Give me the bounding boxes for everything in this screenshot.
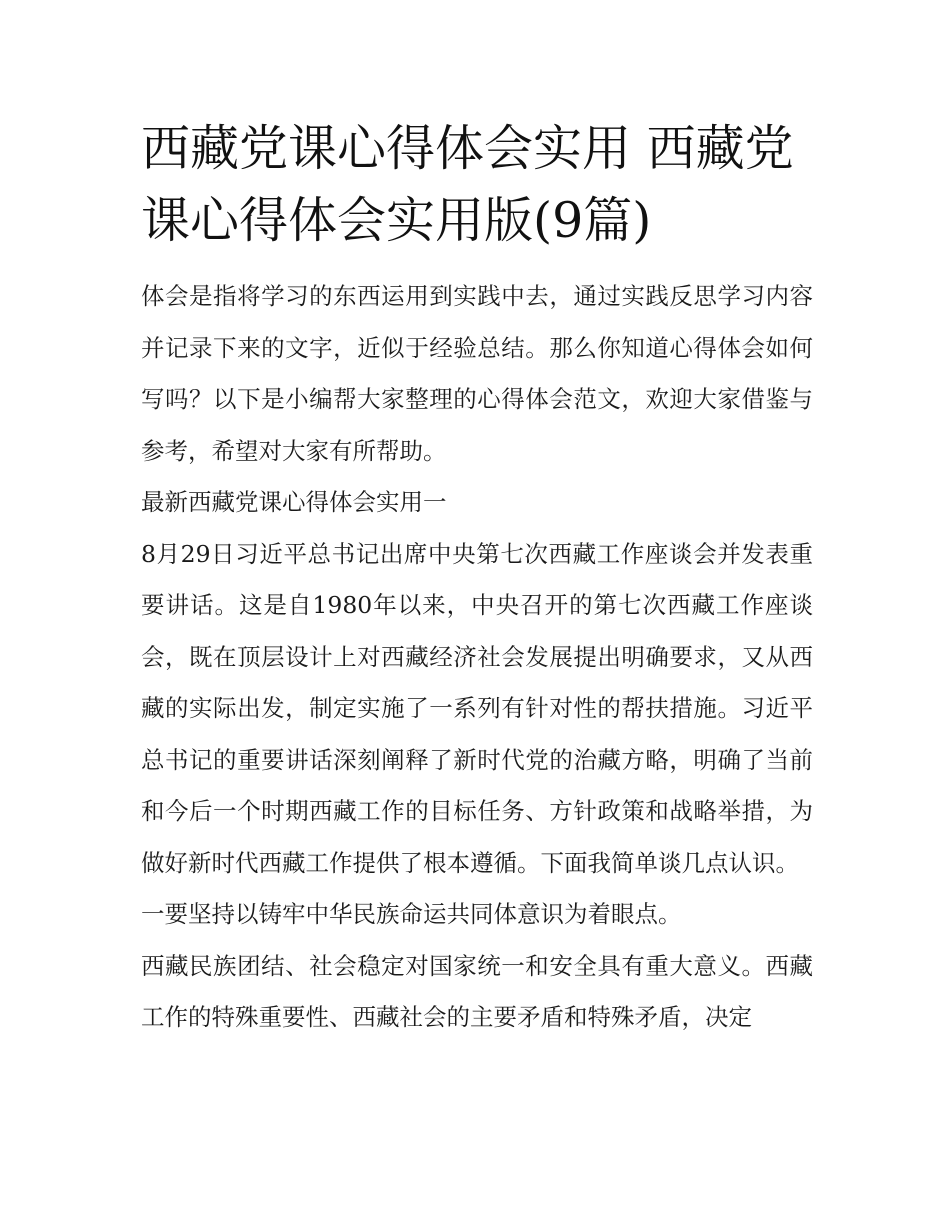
document-title: 西藏党课心得体会实用 西藏党课心得体会实用版(9篇) xyxy=(141,120,794,249)
document-body xyxy=(141,113,813,1044)
intro-paragraph: 体会是指将学习的东西运用到实践中去，通过实践反思学习内容并记录下来的文字，近似于经验总结。那么你知道心得体会如何写吗？以下是小编帮大家整理的心得体会范文，欢迎大家借鉴与参考，希望对大家有所帮助。 xyxy=(141,282,813,465)
section-heading: 最新西藏党课心得体会实用一 xyxy=(141,488,447,516)
body-paragraph: 8月29日习近平总书记出席中央第七次西藏工作座谈会并发表重要讲话。这是自1980年以来，中央召开的第七次西藏工作座谈会，既在顶层设计上对西藏经济社会发展提出明确要求，又从西藏的实际出发，制定实施了一系列有针对性的帮扶措施。习近平总书记的重要讲话深刻阐释了新时代党的治藏方略，明确了当前和今后一个时期西藏工作的目标任务、方针政策和战略举措，为做好新时代西藏工作提供了根本遵循。下面我简单谈几点认识。 xyxy=(141,539,813,877)
body-paragraph: 西藏民族团结、社会稳定对国家统一和安全具有重大意义。西藏工作的特殊重要性、西藏社会的主要矛盾和特殊矛盾，决定 xyxy=(141,951,813,1031)
point-heading: 一要坚持以铸牢中华民族命运共同体意识为着眼点。 xyxy=(141,900,682,928)
